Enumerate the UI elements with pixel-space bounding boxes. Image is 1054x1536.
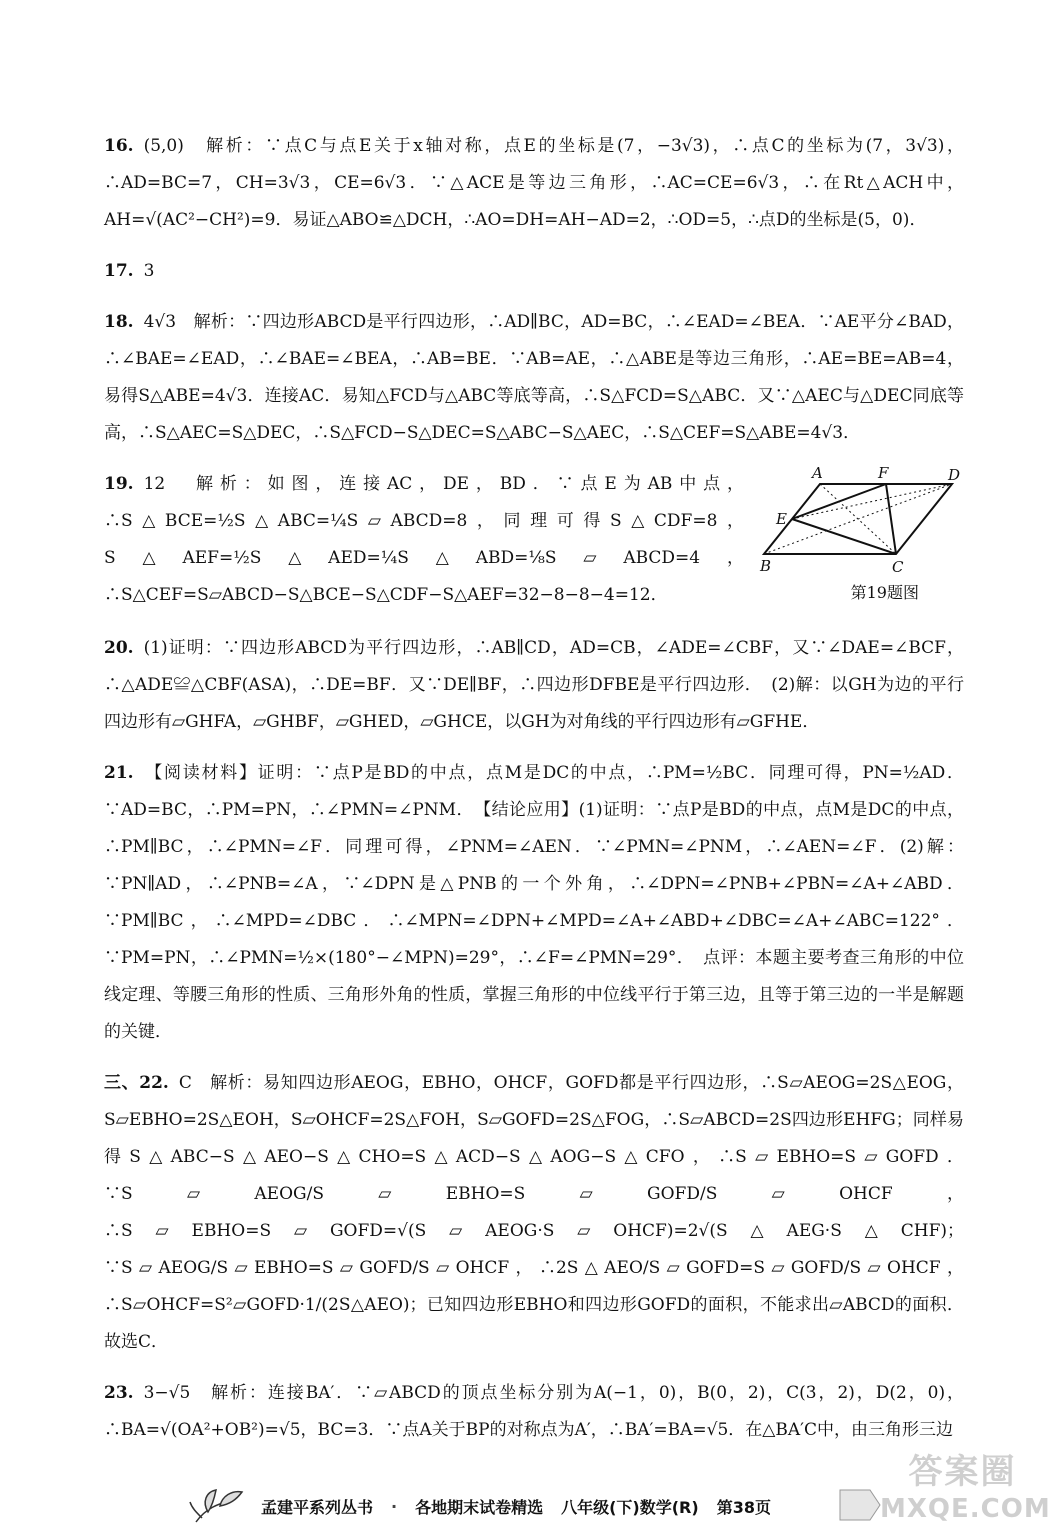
footer-dot: · [391,1496,398,1516]
answer-19-number: 19. [104,474,134,494]
answer-19-text: 12 解析：如图，连接AC，DE，BD．∵点E为AB中点，∴S△BCE=½S△ABC=¼S▱ABCD=8，同理可得S△CDF=8，S△AEF=½S△AED=¼S△ABD=⅛S▱ABCD=4，∴S△CEF=S▱ABCD−S△BCE−S△CDF−S△AEF=32−8−8−4=12． [104,474,744,605]
label-e: E [776,510,787,528]
label-d: D [948,466,961,484]
figure-caption: 第19题图 [850,583,919,602]
footer-series: 孟建平系列丛书 [261,1497,374,1517]
answer-19 [104,466,964,616]
ribbon-ornament-icon [840,1488,880,1522]
answer-18-text: 4√3 解析：∵四边形ABCD是平行四边形，∴AD∥BC，AD=BC，∴∠EAD=∠BEA．∵AE平分∠BAD，∴∠BAE=∠EAD，∴∠BAE=∠BEA，∴AB=BE．∵AB=AE，∴△ABE是等边三角形，∴AE=BE=AB=4，易得S△ABE=4√3．连接AC．易知△FCD与△ABC等底等高，∴S△FCD=S△ABC．又∵△AEC与△DEC同底等高，∴S△AEC=S△DEC，∴S△FCD−S△DEC=S△ABC−S△AEC，∴S△CEF=S△ABE=4√3． [104,312,964,443]
answer-23-text: 3−√5 解析：连接BA′．∵▱ABCD的顶点坐标分别为A(−1，0)，B(0，2)，C(3，2)，D(2，0)，∴BA=√(OA²+OB²)=√5，BC=3．∵点A关于BP的对称点为A′，∴BA′=BA=√5．在△BA′C中，由三角形三边 [104,1383,964,1440]
label-f: F [878,464,889,482]
answer-16-text: (5,0) 解析：∵点C与点E关于x轴对称，点E的坐标是(7，−3√3)，∴点C的坐标为(7，3√3)，∴AD=BC=7，CH=3√3，CE=6√3．∵△ACE是等边三角形，∴AC=CE=6√3，∴在Rt△ACH中，AH=√(AC²−CH²)=9．易证△ABO≌△DCH，∴AO=DH=AH−AD=2，∴OD=5，∴点D的坐标是(5，0)． [104,136,964,230]
answer-21-number: 21. [104,763,134,783]
answer-22-text: C 解析：易知四边形AEOG，EBHO，OHCF，GOFD都是平行四边形，∴S▱AEOG=2S△EOG，S▱EBHO=2S△EOH，S▱OHCF=2S△FOH，S▱GOFD=2S△FOG，∴S▱ABCD=2S四边形EHFG；同样易得S△ABC−S△AEO−S△CHO=S△ACD−S△AOG−S△CFO，∴S▱EBHO=S▱GOFD．∵S▱AEOG/S▱EBHO=S▱GOFD/S▱OHCF，∴S▱EBHO=S▱GOFD=√(S▱AEOG·S▱OHCF)=2√(S△AEG·S△CHF)；∵S▱AEOG/S▱EBHO=S▱GOFD/S▱OHCF，∴2S△AEO/S▱GOFD=S▱GOFD/S▱OHCF，∴S▱OHCF=S²▱GOFD·1/(2S△AEO)；已知四边形EBHO和四边形GOFD的面积，不能求出▱ABCD的面积．故选C． [104,1073,965,1352]
figure-19 [760,464,964,602]
answer-21-text: 【阅读材料】证明：∵点P是BD的中点，点M是DC的中点，∴PM=½BC．同理可得，PN=½AD．∵AD=BC，∴PM=PN，∴∠PMN=∠PNM． 【结论应用】(1)证明：∵点P是BD的中点，点M是DC的中点，∴PM∥BC，∴∠PMN=∠F．同理可得，∠PNM=∠AEN．∵∠PMN=∠PNM，∴∠AEN=∠F．(2)解：∵PN∥AD，∴∠PNB=∠A，∵∠DPN是△PNB的一个外角，∴∠DPN=∠PNB+∠PBN=∠A+∠ABD．∵PM∥BC，∴∠MPD=∠DBC．∴∠MPN=∠DPN+∠MPD=∠A+∠ABD+∠DBC=∠A+∠ABC=122°．∵PM=PN，∴∠PMN=½×(180°−∠MPN)=29°，∴∠F=∠PMN=29°． 点评：本题主要考查三角形的中位线定理、等腰三角形的性质、三角形外角的性质，掌握三角形的中位线平行于第三边，且等于第三边的一半是解题的关键． [104,763,964,1042]
answer-20-number: 20. [104,638,134,658]
answer-16-number: 16. [104,136,134,156]
page-footer [195,1488,855,1524]
parallelogram-diagram [760,464,964,576]
label-b: B [760,557,772,575]
answer-17-number: 17. [104,261,134,281]
footer-page: 第38页 [716,1497,771,1517]
answer-17-text: 3 [143,261,155,281]
label-a: A [812,464,823,482]
segment-fc [886,484,896,554]
answer-22 [104,1065,964,1361]
answer-18-number: 18. [104,312,134,332]
answer-20-text: (1)证明：∵四边形ABCD为平行四边形，∴AB∥CD，AD=CB，∠ADE=∠CBF，又∵∠DAE=∠BCF，∴△ADE≌△CBF(ASA)，∴DE=BF．又∵DE∥BF，∴四边形DFBE是平行四边形． (2)解：以GH为边的平行四边形有▱GHFA，▱GHBF，▱GHED，▱GHCE，以GH为对角线的平行四边形有▱GFHE． [104,638,964,732]
answer-18 [104,304,964,452]
label-c: C [892,558,904,576]
answer-22-number: 三、22. [104,1073,169,1093]
answer-23 [104,1375,964,1449]
answer-21 [104,755,964,1051]
answer-16 [104,128,964,239]
watermark-bottom: MXQE.COM [880,1494,1051,1524]
answer-17 [104,253,964,290]
watermark [880,1450,1051,1534]
answer-20 [104,630,964,741]
answer-19-body [104,466,744,614]
answer-23-number: 23. [104,1383,134,1403]
answer-content [104,128,964,1463]
footer-grade: 八年级(下)数学(R) [561,1497,699,1517]
footer-book: 各地期末试卷精选 [415,1497,544,1517]
watermark-top: 答案圈 [908,1452,1017,1492]
